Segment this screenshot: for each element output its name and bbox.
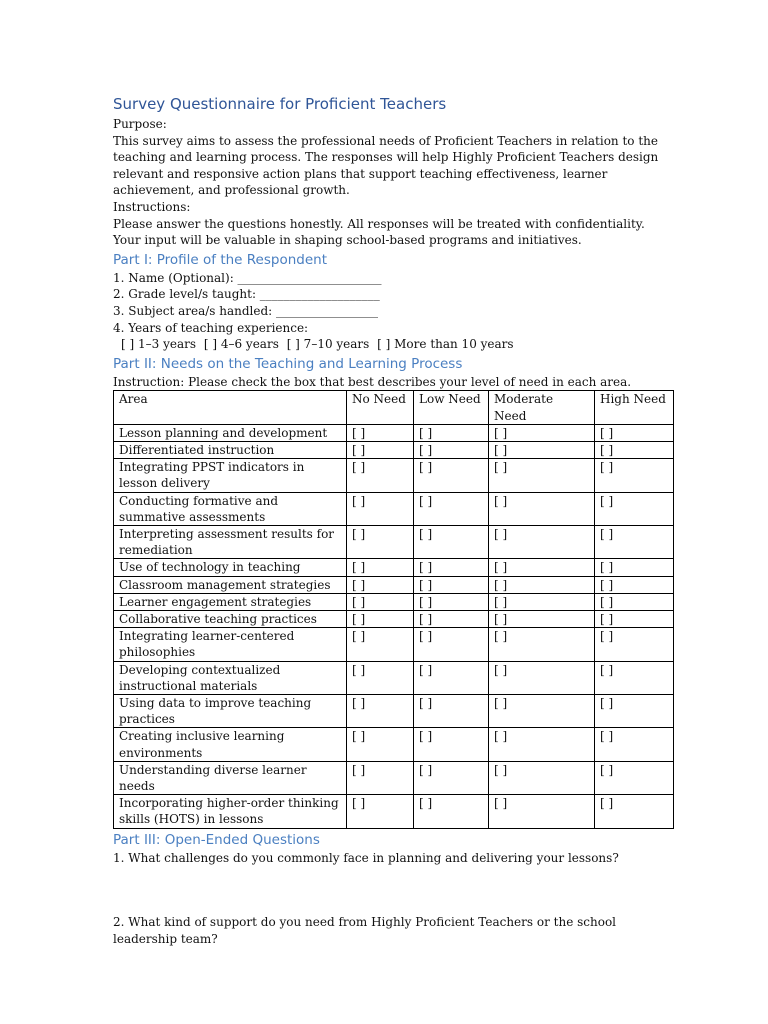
checkbox-high-need[interactable]: [ ] — [595, 610, 674, 627]
table-row — [114, 661, 674, 694]
checkbox-low-need[interactable]: [ ] — [414, 424, 489, 441]
checkbox-moderate-need[interactable]: [ ] — [489, 459, 595, 492]
column-header-moderate-need: Moderate Need — [489, 391, 595, 424]
needs-table-body — [114, 424, 674, 828]
checkbox-low-need[interactable]: [ ] — [414, 459, 489, 492]
table-row — [114, 441, 674, 458]
checkbox-moderate-need[interactable]: [ ] — [489, 492, 595, 525]
checkbox-no-need[interactable]: [ ] — [347, 441, 414, 458]
table-row — [114, 694, 674, 727]
checkbox-no-need[interactable]: [ ] — [347, 424, 414, 441]
checkbox-no-need[interactable]: [ ] — [347, 728, 414, 761]
checkbox-low-need[interactable]: [ ] — [414, 728, 489, 761]
checkbox-moderate-need[interactable]: [ ] — [489, 559, 595, 576]
checkbox-moderate-need[interactable]: [ ] — [489, 441, 595, 458]
experience-option-10-plus[interactable]: [ ] More than 10 years — [377, 337, 514, 352]
checkbox-high-need[interactable]: [ ] — [595, 728, 674, 761]
checkbox-low-need[interactable]: [ ] — [414, 761, 489, 794]
experience-option-7-10[interactable]: [ ] 7–10 years — [286, 337, 370, 352]
area-cell: Incorporating higher-order thinking skills (HOTS) in lessons — [114, 795, 347, 828]
profile-grade-field: 2. Grade level/s taught: ____________________ — [113, 287, 380, 302]
table-row — [114, 728, 674, 761]
checkbox-high-need[interactable]: [ ] — [595, 559, 674, 576]
checkbox-high-need[interactable]: [ ] — [595, 459, 674, 492]
checkbox-moderate-need[interactable]: [ ] — [489, 628, 595, 661]
checkbox-no-need[interactable]: [ ] — [347, 525, 414, 558]
column-header-low-need: Low Need — [414, 391, 489, 424]
checkbox-high-need[interactable]: [ ] — [595, 694, 674, 727]
checkbox-no-need[interactable]: [ ] — [347, 761, 414, 794]
area-cell: Collaborative teaching practices — [114, 610, 347, 627]
area-cell: Creating inclusive learning environments — [114, 728, 347, 761]
checkbox-moderate-need[interactable]: [ ] — [489, 761, 595, 794]
area-cell: Developing contextualized instructional materials — [114, 661, 347, 694]
column-header-no-need: No Need — [347, 391, 414, 424]
area-cell: Classroom management strategies — [114, 576, 347, 593]
table-row — [114, 492, 674, 525]
checkbox-no-need[interactable]: [ ] — [347, 559, 414, 576]
checkbox-high-need[interactable]: [ ] — [595, 593, 674, 610]
checkbox-high-need[interactable]: [ ] — [595, 441, 674, 458]
checkbox-moderate-need[interactable]: [ ] — [489, 694, 595, 727]
open-question-2: 2. What kind of support do you need from Highly Proficient Teachers or the school leadership team? — [113, 915, 617, 946]
checkbox-no-need[interactable]: [ ] — [347, 661, 414, 694]
table-header-row — [114, 391, 674, 424]
answer-space-1[interactable] — [113, 866, 673, 914]
checkbox-low-need[interactable]: [ ] — [414, 610, 489, 627]
checkbox-no-need[interactable]: [ ] — [347, 610, 414, 627]
checkbox-moderate-need[interactable]: [ ] — [489, 610, 595, 627]
checkbox-low-need[interactable]: [ ] — [414, 525, 489, 558]
table-row — [114, 610, 674, 627]
document-title: Survey Questionnaire for Proficient Teachers — [113, 95, 447, 113]
checkbox-moderate-need[interactable]: [ ] — [489, 593, 595, 610]
checkbox-moderate-need[interactable]: [ ] — [489, 576, 595, 593]
checkbox-high-need[interactable]: [ ] — [595, 661, 674, 694]
area-cell: Use of technology in teaching — [114, 559, 347, 576]
checkbox-low-need[interactable]: [ ] — [414, 694, 489, 727]
checkbox-high-need[interactable]: [ ] — [595, 761, 674, 794]
document-content — [113, 94, 673, 947]
checkbox-no-need[interactable]: [ ] — [347, 628, 414, 661]
purpose-text: This survey aims to assess the professional needs of Proficient Teachers in relation to the teaching and learning process. The responses will help Highly Proficient Teachers design relevant and responsive action plans that support teaching effectiveness, learner achievement, and professional growth. — [113, 133, 659, 198]
checkbox-moderate-need[interactable]: [ ] — [489, 795, 595, 828]
table-row — [114, 795, 674, 828]
area-cell: Lesson planning and development — [114, 424, 347, 441]
checkbox-no-need[interactable]: [ ] — [347, 492, 414, 525]
purpose-label: Purpose: — [113, 117, 167, 131]
experience-option-1-3[interactable]: [ ] 1–3 years — [121, 337, 197, 352]
checkbox-high-need[interactable]: [ ] — [595, 525, 674, 558]
checkbox-low-need[interactable]: [ ] — [414, 593, 489, 610]
checkbox-high-need[interactable]: [ ] — [595, 424, 674, 441]
checkbox-moderate-need[interactable]: [ ] — [489, 424, 595, 441]
part1-heading: Part I: Profile of the Respondent — [113, 251, 328, 268]
experience-option-4-6[interactable]: [ ] 4–6 years — [203, 337, 279, 352]
checkbox-low-need[interactable]: [ ] — [414, 661, 489, 694]
instructions-text: Please answer the questions honestly. All responses will be treated with confidentiality. Your input will be valuable in shaping school-based programs and initiatives. — [113, 216, 645, 248]
checkbox-low-need[interactable]: [ ] — [414, 576, 489, 593]
instructions-label: Instructions: — [113, 199, 191, 214]
area-cell: Integrating learner-centered philosophies — [114, 628, 347, 661]
table-row — [114, 424, 674, 441]
area-cell: Interpreting assessment results for remediation — [114, 525, 347, 558]
checkbox-no-need[interactable]: [ ] — [347, 593, 414, 610]
area-cell: Conducting formative and summative assessments — [114, 492, 347, 525]
open-question-1: 1. What challenges do you commonly face in planning and delivering your lessons? — [113, 850, 619, 865]
table-row — [114, 628, 674, 661]
area-cell: Learner engagement strategies — [114, 593, 347, 610]
column-header-high-need: High Need — [595, 391, 674, 424]
table-row — [114, 761, 674, 794]
area-cell: Differentiated instruction — [114, 441, 347, 458]
area-cell: Integrating PPST indicators in lesson delivery — [114, 459, 347, 492]
checkbox-high-need[interactable]: [ ] — [595, 576, 674, 593]
checkbox-no-need[interactable]: [ ] — [347, 694, 414, 727]
checkbox-high-need[interactable]: [ ] — [595, 628, 674, 661]
table-row — [114, 593, 674, 610]
checkbox-moderate-need[interactable]: [ ] — [489, 525, 595, 558]
table-row — [114, 525, 674, 558]
table-row — [114, 459, 674, 492]
checkbox-high-need[interactable]: [ ] — [595, 492, 674, 525]
checkbox-no-need[interactable]: [ ] — [347, 795, 414, 828]
checkbox-low-need[interactable]: [ ] — [414, 492, 489, 525]
part2-heading: Part II: Needs on the Teaching and Learning Process — [113, 355, 463, 372]
checkbox-moderate-need[interactable]: [ ] — [489, 728, 595, 761]
area-cell: Understanding diverse learner needs — [114, 761, 347, 794]
checkbox-moderate-need[interactable]: [ ] — [489, 661, 595, 694]
checkbox-no-need[interactable]: [ ] — [347, 576, 414, 593]
checkbox-low-need[interactable]: [ ] — [414, 795, 489, 828]
checkbox-low-need[interactable]: [ ] — [414, 559, 489, 576]
checkbox-high-need[interactable]: [ ] — [595, 795, 674, 828]
needs-table — [113, 390, 674, 828]
table-row — [114, 559, 674, 576]
table-row — [114, 576, 674, 593]
area-cell: Using data to improve teaching practices — [114, 694, 347, 727]
checkbox-low-need[interactable]: [ ] — [414, 628, 489, 661]
checkbox-low-need[interactable]: [ ] — [414, 441, 489, 458]
column-header-area: Area — [114, 391, 347, 424]
checkbox-no-need[interactable]: [ ] — [347, 459, 414, 492]
profile-name-field: 1. Name (Optional): ________________________ — [113, 270, 382, 285]
profile-subject-field: 3. Subject area/s handled: _________________ — [113, 303, 379, 318]
profile-experience-label: 4. Years of teaching experience: — [113, 320, 309, 335]
part3-heading: Part III: Open-Ended Questions — [113, 831, 320, 848]
part2-instruction: Instruction: Please check the box that best describes your level of need in each area. — [113, 374, 632, 389]
experience-options — [113, 336, 673, 353]
